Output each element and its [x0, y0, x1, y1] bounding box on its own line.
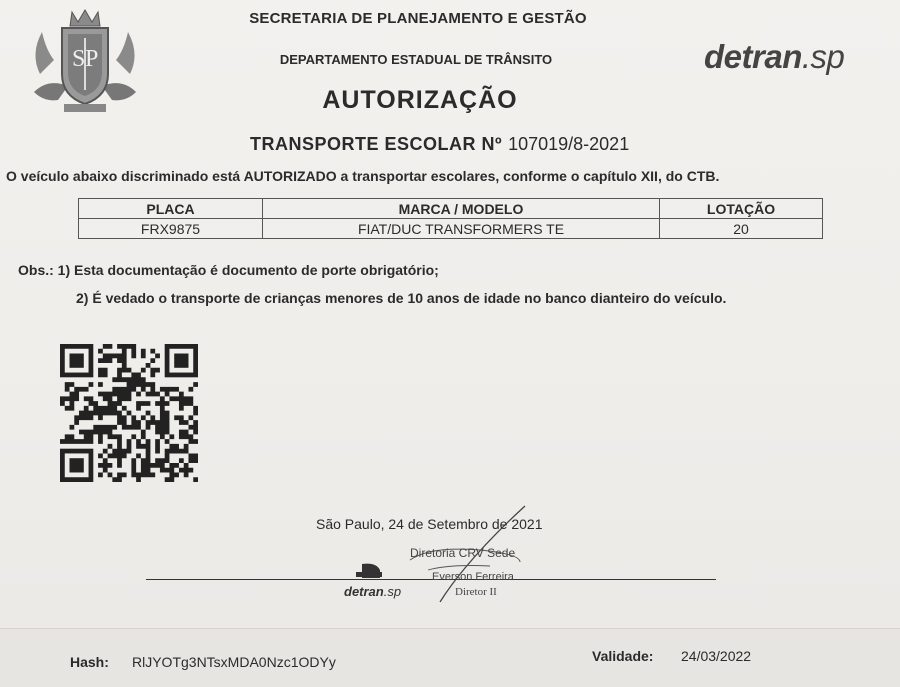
header-placa: PLACA [79, 199, 263, 219]
hash-label: Hash: [70, 654, 109, 670]
svg-text:S: S [72, 46, 86, 72]
departamento-heading: DEPARTAMENTO ESTADUAL DE TRÂNSITO [279, 52, 553, 67]
cell-placa: FRX9875 [79, 219, 263, 239]
svg-text:P: P [85, 46, 99, 72]
authorization-statement: O veículo abaixo discriminado está AUTORIZADO a transportar escolares, conforme o capítulo XII, do CTB. [6, 168, 720, 184]
vehicle-table [78, 198, 823, 239]
issuer-stamp: Diretoria CRV Sede [410, 546, 516, 560]
transporte-escolar-number: TRANSPORTE ESCOLAR Nº 107019/8-2021 [250, 134, 630, 154]
hash-value: RlJYOTg3NTsxMDA0Nzc1ODYy [132, 654, 336, 670]
cell-marca-modelo: FIAT/DUC TRANSFORMERS TE [263, 219, 660, 239]
detran-logo: detran.sp [704, 38, 845, 75]
validade-value: 24/03/2022 [681, 648, 752, 664]
place-and-date: São Paulo, 24 de Setembro de 2021 [316, 516, 543, 532]
observation-2: 2) É vedado o transporte de crianças menores de 10 anos de idade no banco dianteiro do veículo. [76, 290, 727, 306]
qr-code-icon [60, 344, 198, 482]
header-lotacao: LOTAÇÃO [660, 199, 823, 219]
signatory-role: Diretor II [455, 586, 497, 598]
table-row [79, 219, 823, 239]
secretaria-heading: SECRETARIA DE PLANEJAMENTO E GESTÃO [249, 10, 587, 27]
observation-1: Obs.: 1) Esta documentação é documento de porte obrigatório; [18, 262, 439, 278]
stamp-detran-logo: detran.sp [344, 584, 402, 599]
cell-lotacao: 20 [660, 219, 823, 239]
header-marca-modelo: MARCA / MODELO [263, 199, 660, 219]
validade-label: Validade: [592, 648, 654, 664]
signatory-name: Everson Ferreira [432, 571, 514, 583]
page-title: AUTORIZAÇÃO [322, 86, 518, 114]
